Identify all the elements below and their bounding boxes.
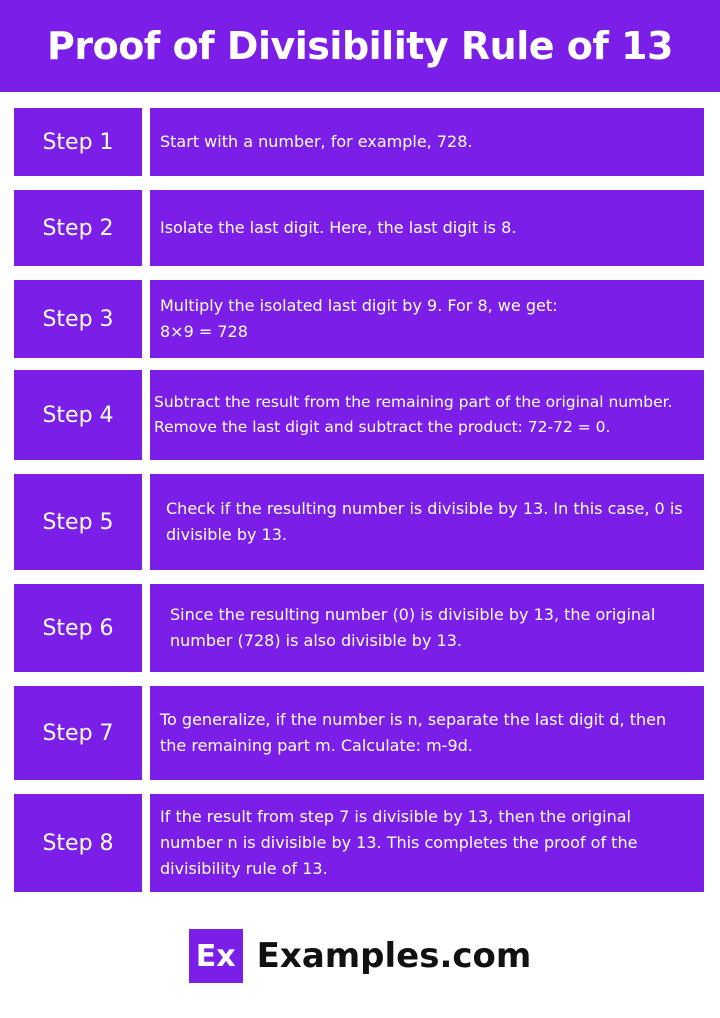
step-description-text-1: Start with a number, for example, 728. <box>160 132 473 151</box>
brand-name: Examples.com <box>256 936 532 976</box>
step-description-text-3: Multiply the isolated last digit by 9. For 8, we get: 8×9 = 728 <box>160 296 558 341</box>
step-description-2 <box>150 190 704 266</box>
step-label-6: Step 6 <box>14 584 142 672</box>
step-label-1: Step 1 <box>14 108 142 176</box>
step-description-text-2: Isolate the last digit. Here, the last digit is 8. <box>160 218 517 237</box>
step-description-8 <box>150 794 704 892</box>
step-label-3: Step 3 <box>14 280 142 358</box>
step-row-6 <box>14 584 704 672</box>
step-description-text-7: To generalize, if the number is n, separate the last digit d, then the remaining part m. Calculate: m-9d. <box>160 710 667 755</box>
step-label-7: Step 7 <box>14 686 142 780</box>
step-row-3 <box>14 280 704 358</box>
step-description-text-6: Since the resulting number (0) is divisible by 13, the original number (728) is also divisible by 13. <box>170 605 656 650</box>
step-row-5 <box>14 474 704 570</box>
step-description-7 <box>150 686 704 780</box>
step-description-3 <box>150 280 704 358</box>
step-description-1 <box>150 108 704 176</box>
step-label-2: Step 2 <box>14 190 142 266</box>
step-description-4 <box>150 370 704 460</box>
page-title: Proof of Divisibility Rule of 13 <box>47 24 673 68</box>
step-row-4 <box>14 370 704 460</box>
step-row-1 <box>14 108 704 176</box>
step-description-6 <box>150 584 704 672</box>
page-header <box>0 0 720 92</box>
step-label-4: Step 4 <box>14 370 142 460</box>
step-row-8 <box>14 794 704 892</box>
step-description-text-8: If the result from step 7 is divisible by 13, then the original number n is divisible by 13. This completes the proof of the divisibility rule of 13. <box>160 807 638 878</box>
step-description-text-4: Subtract the result from the remaining part of the original number. Remove the last digit and subtract the product: 72-72 = 0. <box>154 393 673 436</box>
brand-logo: Ex <box>189 929 243 983</box>
step-row-2 <box>14 190 704 266</box>
step-row-7 <box>14 686 704 780</box>
step-label-8: Step 8 <box>14 794 142 892</box>
step-label-5: Step 5 <box>14 474 142 570</box>
footer-branding <box>0 920 720 992</box>
step-description-text-5: Check if the resulting number is divisible by 13. In this case, 0 is divisible by 13. <box>166 499 683 544</box>
step-description-5 <box>150 474 704 570</box>
